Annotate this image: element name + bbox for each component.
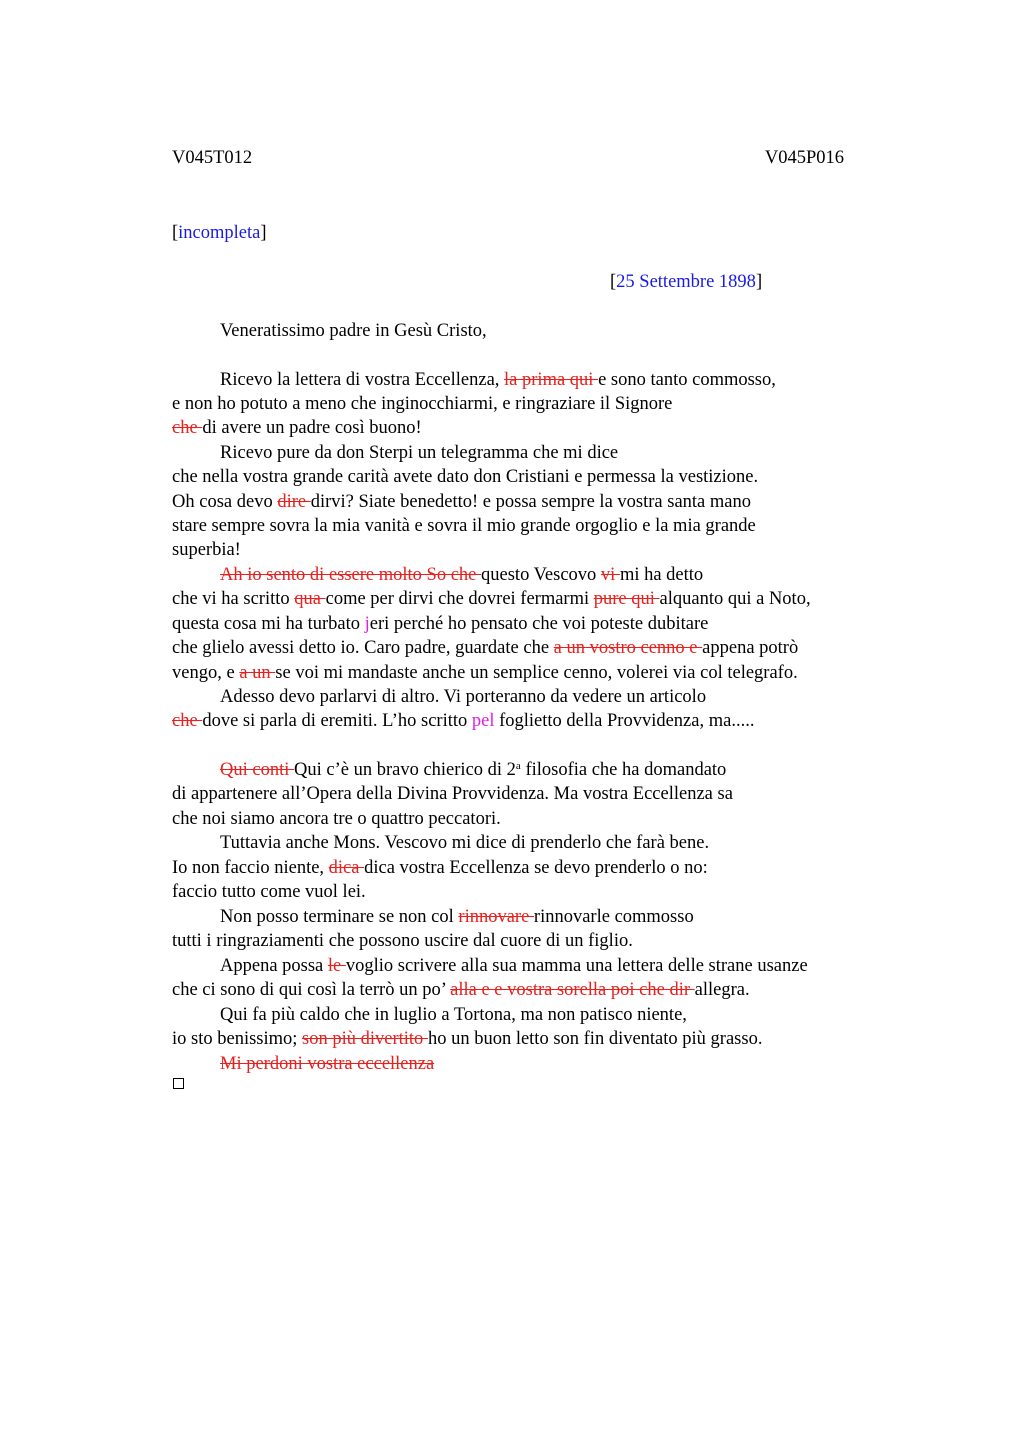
incomplete-note: [incompleta]	[172, 223, 267, 243]
text-line: di appartenere all’Opera della Divina Provvidenza. Ma vostra Eccellenza sa	[172, 784, 733, 804]
text-line: e non ho potuto a meno che inginocchiarmi, e ringraziare il Signore	[172, 394, 673, 414]
text-line: Tuttavia anche Mons. Vescovo mi dice di prenderlo che farà bene.	[220, 833, 710, 853]
header-left-code: V045T012	[172, 148, 253, 168]
text-line: Mi perdoni vostra eccellenza	[220, 1054, 435, 1074]
header-right-code: V045P016	[764, 148, 844, 168]
text-line: Ricevo la lettera di vostra Eccellenza, la prima qui e sono tanto commosso,	[220, 370, 776, 390]
text-line: che vi ha scritto qua come per dirvi che dovrei fermarmi pure qui alquanto qui a Noto,	[172, 589, 811, 609]
text-line: tutti i ringraziamenti che possono uscire dal cuore di un figlio.	[172, 931, 633, 951]
text-line: Ah io sento di essere molto So che questo Vescovo vi mi ha detto	[220, 565, 704, 585]
text-line: che noi siamo ancora tre o quattro peccatori.	[172, 809, 501, 829]
text-line: Ricevo pure da don Sterpi un telegramma che mi dice	[220, 443, 619, 463]
text-line: che glielo avessi detto io. Caro padre, guardate che a un vostro cenno e appena potrò	[172, 638, 799, 658]
text-line: Adesso devo parlarvi di altro. Vi porteranno da vedere un articolo	[220, 687, 707, 707]
text-line: superbia!	[172, 540, 241, 560]
salutation: Veneratissimo padre in Gesù Cristo,	[220, 321, 487, 341]
text-line: Qui conti Qui c’è un bravo chierico di 2$^a$ filosofia che ha domandato	[220, 760, 727, 780]
text-line: faccio tutto come vuol lei.	[172, 882, 366, 902]
text-line: che di avere un padre così buono!	[172, 418, 422, 438]
text-line: io sto benissimo; son più divertito ho un buon letto son fin diventato più grasso.	[172, 1029, 763, 1049]
text-line: Appena possa le voglio scrivere alla sua mamma una lettera delle strane usanze	[220, 956, 808, 976]
text-line: che nella vostra grande carità avete dato don Cristiani e permessa la vestizione.	[172, 467, 759, 487]
text-line: questa cosa mi ha turbato jeri perché ho pensato che voi poteste dubitare	[172, 614, 709, 634]
text-line: Oh cosa devo dire dirvi? Siate benedetto! e possa sempre la vostra santa mano	[172, 492, 751, 512]
text-line: stare sempre sovra la mia vanità e sovra il mio grande orgoglio e la mia grande	[172, 516, 756, 536]
letter-date: [25 Settembre 1898]	[610, 272, 763, 292]
text-line: che ci sono di qui così la terrò un po’ alla e e vostra sorella poi che dir allegra.	[172, 980, 750, 1000]
empty-square-icon	[173, 1078, 184, 1089]
text-line: Qui fa più caldo che in luglio a Tortona, ma non patisco niente,	[220, 1005, 687, 1025]
text-line: che dove si parla di eremiti. L’ho scritto pel foglietto della Provvidenza, ma.....	[172, 711, 755, 731]
text-line: Io non faccio niente, dica dica vostra Eccellenza se devo prenderlo o no:	[172, 858, 708, 878]
text-line: vengo, e a un se voi mi mandaste anche un semplice cenno, volerei via col telegrafo.	[172, 663, 798, 683]
text-line: Non posso terminare se non col rinnovare rinnovarle commosso	[220, 907, 694, 927]
